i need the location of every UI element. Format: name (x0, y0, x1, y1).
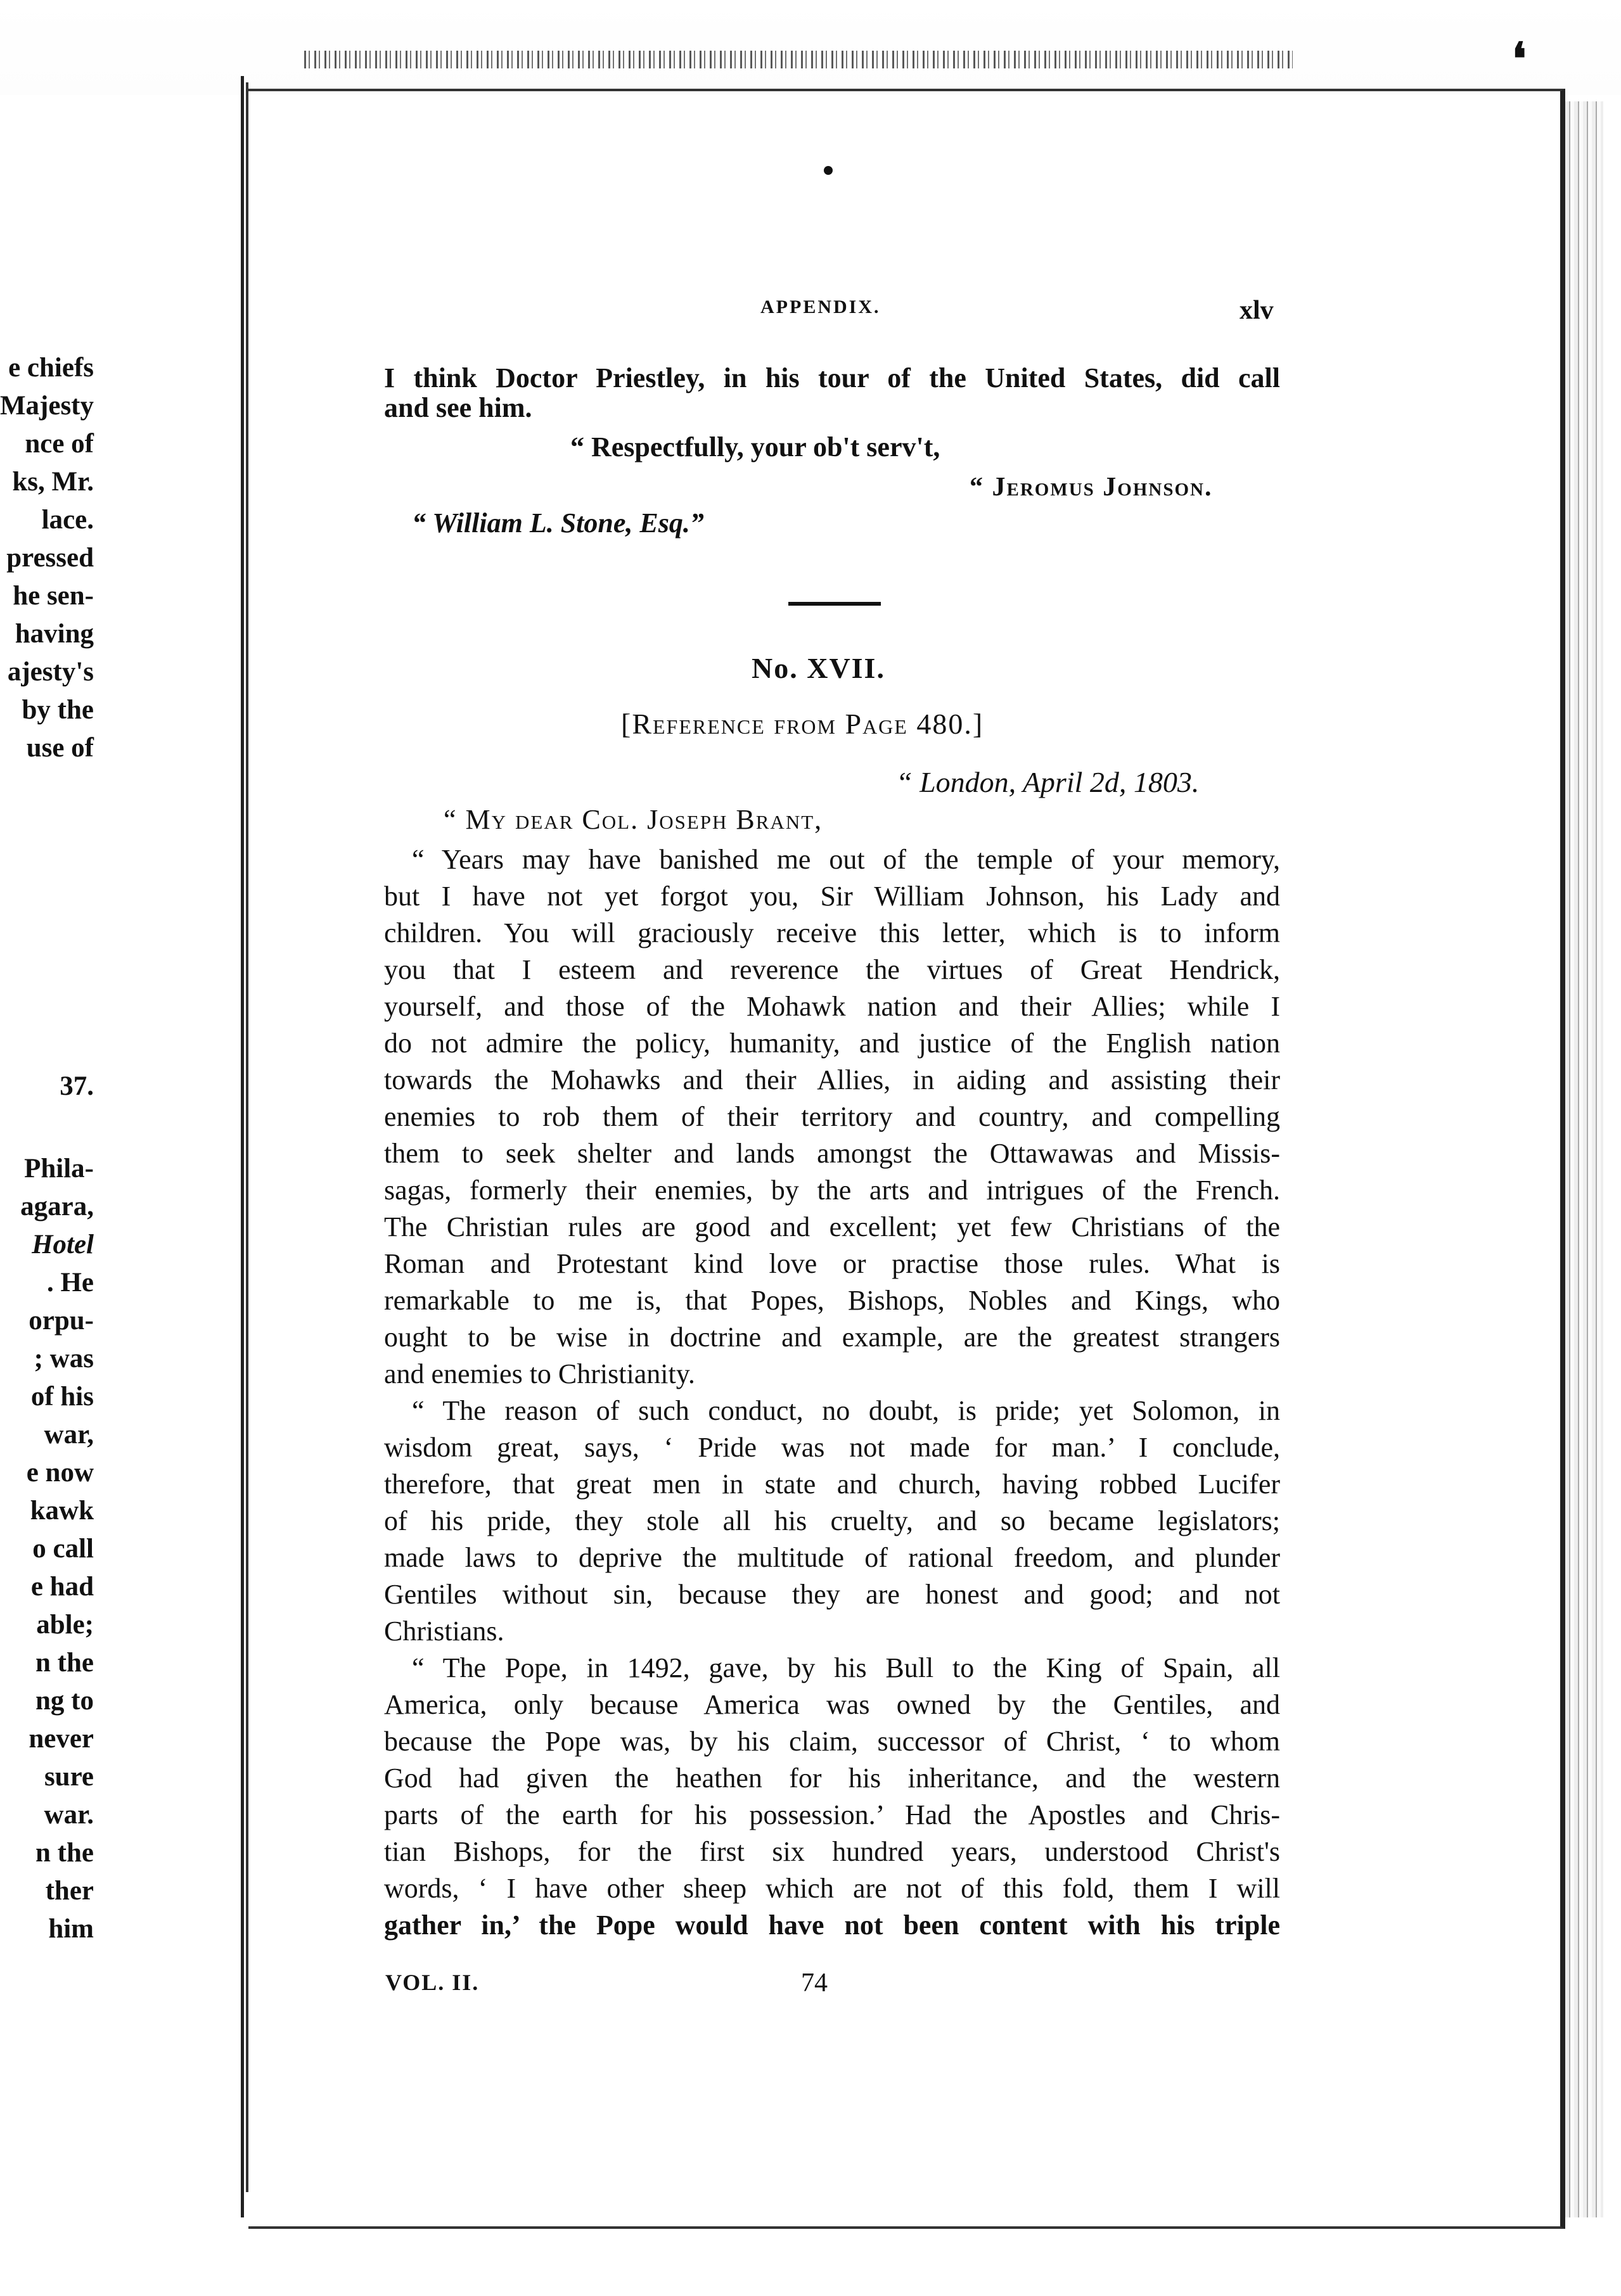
body-line: do not admire the policy, humanity, and justice of the English nation (384, 1028, 1280, 1059)
facing-line: ks, Mr. (12, 467, 94, 497)
facing-line: ajesty's (7, 657, 94, 687)
section-divider (788, 602, 881, 606)
body-line: you that I esteem and reverence the virtues of Great Hendrick, (384, 954, 1280, 985)
facing-line: nce of (25, 429, 94, 459)
facing-line: lace. (41, 505, 94, 535)
body-line: sagas, formerly their enemies, by the arts and intrigues of the French. (384, 1175, 1280, 1206)
facing-line: him (48, 1914, 94, 1944)
body-line: “ The Pope, in 1492, gave, by his Bull to the King of Spain, all (412, 1652, 1280, 1683)
body-line: Roman and Protestant kind love or practise those rules. What is (384, 1248, 1280, 1279)
reference-line: [Reference from Page 480.] (621, 708, 984, 740)
facing-line: n the (35, 1838, 94, 1868)
body-line: wisdom great, says, ‘ Pride was not made for man.’ I conclude, (384, 1432, 1280, 1463)
body-line: words, ‘ I have other sheep which are not of this fold, them I will (384, 1873, 1280, 1904)
body-line: gather in,’ the Pope would have not been content with his triple (384, 1910, 1280, 1941)
body-line: tian Bishops, for the first six hundred years, understood Christ's (384, 1836, 1280, 1867)
body-line: “ The reason of such conduct, no doubt, is pride; yet Solomon, in (412, 1395, 1280, 1426)
facing-line: he sen- (13, 581, 94, 611)
body-line: enemies to rob them of their territory and country, and compelling (384, 1101, 1280, 1132)
body-line: towards the Mohawks and their Allies, in aiding and assisting their (384, 1064, 1280, 1095)
facing-line: pressed (6, 543, 94, 573)
facing-line: by the (22, 695, 94, 725)
body-line: God had given the heathen for his inheritance, and the western (384, 1763, 1280, 1794)
body-line: them to seek shelter and lands amongst the Ottawawas and Missis- (384, 1138, 1280, 1169)
facing-line: able; (36, 1610, 94, 1640)
letter-close-line: I think Doctor Priestley, in his tour of the United States, did call (384, 362, 1280, 393)
valediction: “ Respectfully, your ob't serv't, (570, 431, 940, 462)
body-line: but I have not yet forgot you, Sir William Johnson, his Lady and (384, 881, 1280, 912)
facing-line: ; was (34, 1344, 94, 1374)
body-line: because the Pope was, by his claim, successor of Christ, ‘ to whom (384, 1726, 1280, 1757)
facing-line: . He (46, 1268, 94, 1298)
facing-line: having (15, 619, 94, 649)
scan-edge-noise (304, 51, 1293, 68)
footer-volume: VOL. II. (385, 1970, 480, 1995)
body-line: America, only because America was owned by the Gentiles, and (384, 1689, 1280, 1720)
page-edges (1565, 101, 1603, 2217)
body-line: “ Years may have banished me out of the temple of your memory, (412, 844, 1280, 875)
footer-signature: 74 (801, 1968, 828, 1998)
facing-line: orpu- (29, 1306, 94, 1336)
salutation: “ My dear Col. Joseph Brant, (444, 804, 823, 835)
ink-dot (824, 166, 833, 175)
facing-line: e had (30, 1572, 94, 1602)
body-line: and enemies to Christianity. (384, 1358, 695, 1389)
facing-line: ther (45, 1876, 94, 1906)
addressee: “ William L. Stone, Esq.” (412, 507, 704, 539)
facing-line: Phila- (24, 1154, 94, 1183)
facing-line: ng to (35, 1686, 94, 1716)
body-line: made laws to deprive the multitude of rational freedom, and plunder (384, 1542, 1280, 1573)
section-number: No. XVII. (752, 652, 885, 684)
facing-line: o call (32, 1534, 94, 1564)
facing-line: Hotel (32, 1230, 94, 1260)
body-line: parts of the earth for his possession.’ Had the Apostles and Chris- (384, 1799, 1280, 1830)
letter-close-line: and see him. (384, 392, 532, 423)
facing-line: e now (26, 1458, 94, 1488)
facing-line: never (29, 1724, 94, 1754)
body-line: children. You will graciously receive this letter, which is to inform (384, 917, 1280, 948)
dateline: “ London, April 2d, 1803. (896, 766, 1200, 798)
body-line: ought to be wise in doctrine and example, are the greatest strangers (384, 1322, 1280, 1353)
signature: “ Jeromus Johnson. (970, 473, 1213, 502)
facing-line: of his (30, 1382, 94, 1412)
running-head: APPENDIX. (760, 297, 881, 317)
facing-line: 37. (60, 1071, 94, 1101)
facing-line: war, (44, 1420, 94, 1450)
facing-line: e chiefs (8, 353, 94, 383)
body-line: Gentiles without sin, because they are honest and good; and not (384, 1579, 1280, 1610)
facing-line: n the (35, 1648, 94, 1678)
scan-mark-icon: ❛ (1512, 35, 1527, 84)
facing-line: use of (26, 733, 94, 763)
facing-line: agara, (20, 1192, 94, 1221)
facing-line: sure (44, 1762, 94, 1792)
body-line: yourself, and those of the Mohawk nation and their Allies; while I (384, 991, 1280, 1022)
body-line: therefore, that great men in state and church, having robbed Lucifer (384, 1469, 1280, 1500)
facing-line: kawk (30, 1496, 94, 1526)
body-line: remarkable to me is, that Popes, Bishops, Nobles and Kings, who (384, 1285, 1280, 1316)
facing-line: war. (44, 1800, 94, 1830)
body-line: The Christian rules are good and excellent; yet few Christians of the (384, 1211, 1280, 1242)
body-line: of his pride, they stole all his cruelty, and so became legislators; (384, 1505, 1280, 1536)
body-line: Christians. (384, 1616, 504, 1647)
page-folio: xlv (1240, 296, 1274, 325)
facing-line: Majesty (0, 391, 94, 421)
